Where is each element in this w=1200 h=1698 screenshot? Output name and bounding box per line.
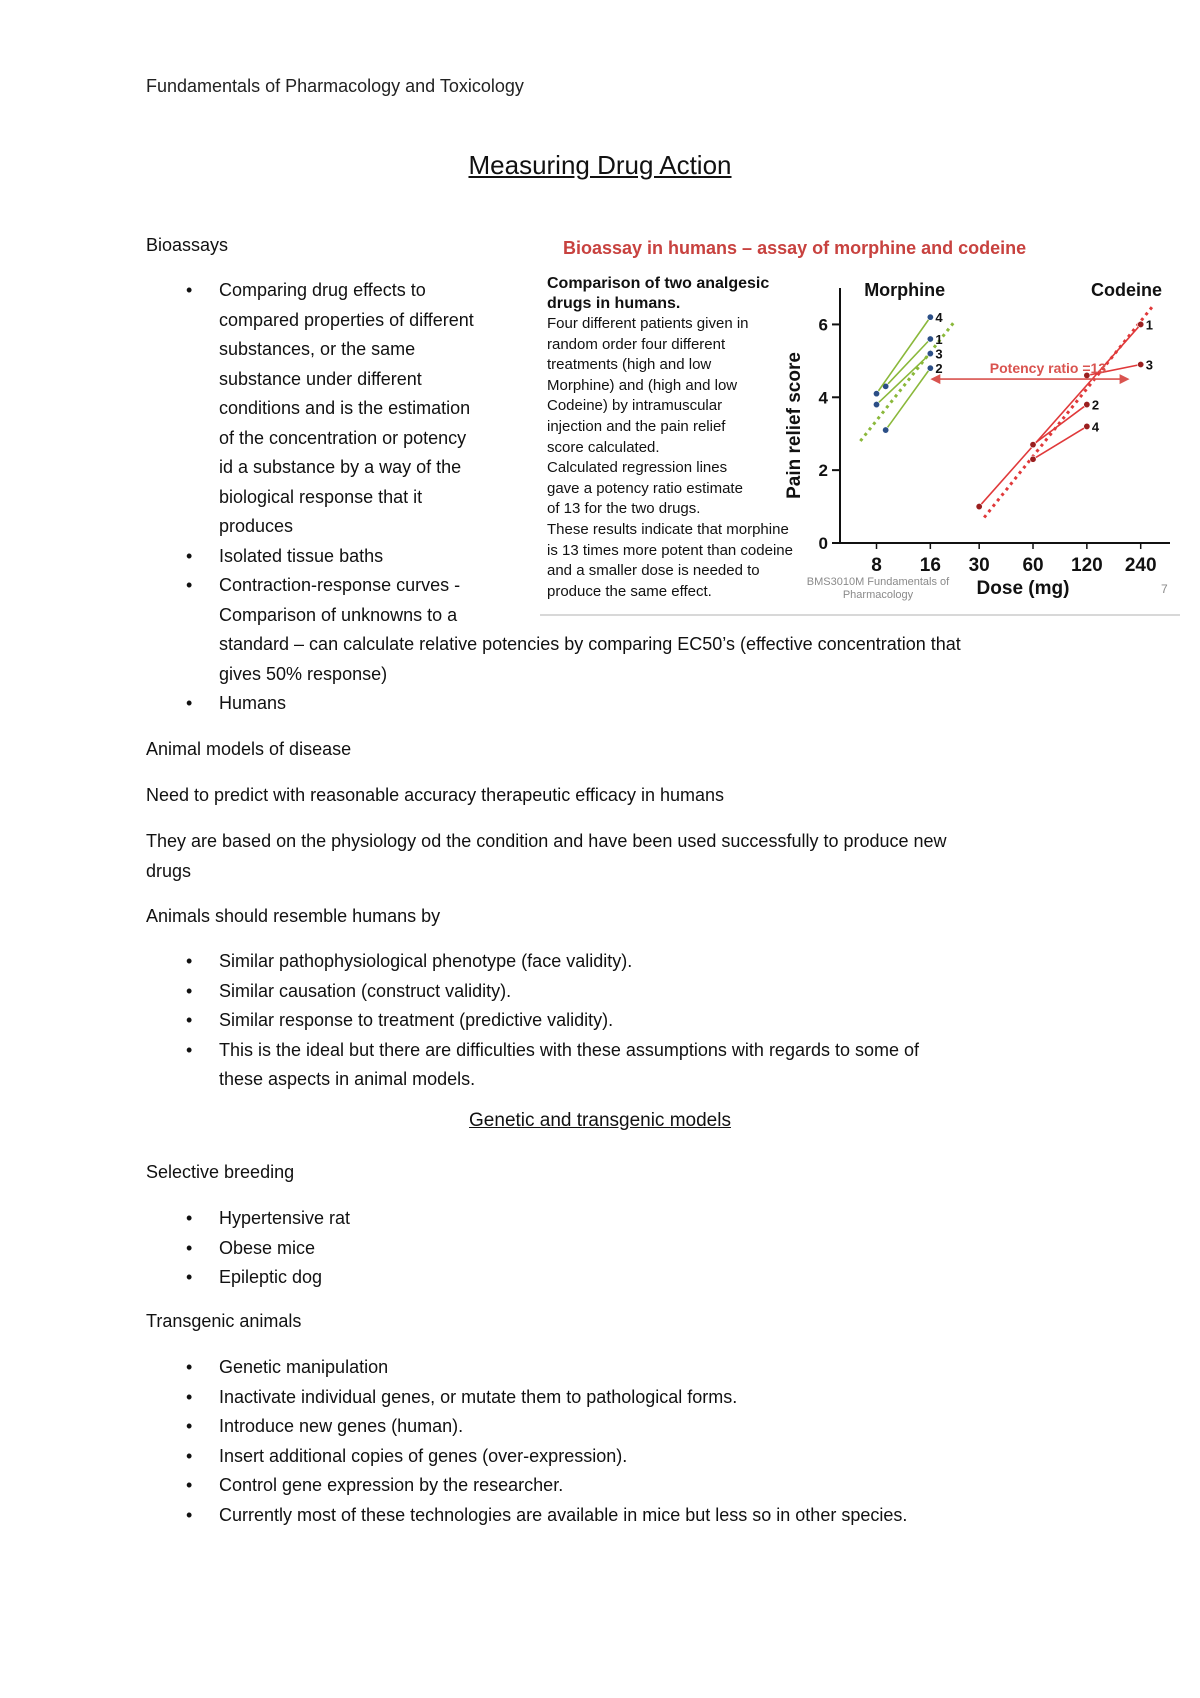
morphine-data-point (927, 350, 933, 356)
morphine-data-point (873, 401, 879, 407)
bioassays-bullet-4: • Humans (146, 689, 1026, 719)
y-tick-label: 2 (818, 461, 828, 481)
animal-models-paragraph-1: Need to predict with reasonable accuracy therapeutic efficacy in humans (146, 785, 724, 805)
slide-title: Bioassay in humans – assay of morphine and codeine (563, 238, 1027, 258)
morphine-data-point (882, 427, 888, 433)
page-title: Measuring Drug Action (468, 150, 732, 180)
codeine-data-point (976, 503, 982, 509)
selective-breeding-item: • Epileptic dog (146, 1263, 1046, 1293)
morphine-data-point (927, 314, 933, 320)
codeine-data-point (1084, 423, 1090, 429)
bioassay-slide (540, 228, 1180, 620)
morphine-patient-label: 3 (935, 346, 943, 362)
animal-models-bullet-1: • Similar pathophysiological phenotype (face validity). (146, 947, 1106, 977)
transgenic-item: • Inactivate individual genes, or mutate them to pathological forms. (146, 1383, 1106, 1413)
codeine-patient-label: 1 (1145, 317, 1153, 333)
x-tick-label: 240 (1124, 555, 1157, 576)
x-tick-label: 16 (919, 555, 941, 576)
codeine-data-point (1137, 361, 1143, 367)
y-axis-label: Pain relief score (784, 352, 805, 499)
genetic-models-heading: Genetic and transgenic models (469, 1110, 731, 1131)
codeine-patient-label: 4 (1091, 419, 1100, 435)
x-tick-label: 60 (1022, 555, 1044, 576)
potency-arrowhead-right (1120, 374, 1130, 384)
animal-models-heading: Animal models of disease (146, 739, 352, 759)
group-label-codeine: Codeine (1091, 280, 1163, 300)
transgenic-list (146, 1353, 1106, 1530)
codeine-data-point (1084, 401, 1090, 407)
animal-models-list (146, 947, 1106, 1095)
codeine-patient-label: 2 (1091, 397, 1100, 413)
transgenic-item: • Currently most of these technologies are available in mice but less so in other species. (146, 1501, 1106, 1531)
slide-footer: BMS3010M Fundamentals of Pharmacology (806, 576, 950, 601)
x-tick-label: 120 (1071, 555, 1103, 576)
selective-breeding-item: • Obese mice (146, 1234, 1046, 1264)
morphine-patient-line (886, 368, 931, 430)
transgenic-item: • Introduce new genes (human). (146, 1412, 1106, 1442)
y-tick-label: 4 (818, 388, 828, 408)
bioassays-bullet-3: • Contraction-response curves - Comparison of unknowns to a standard – can calculate relative potencies by comparing EC50’s (effective concentration that gives 50% response) (146, 571, 1026, 689)
codeine-patient-line (1033, 405, 1087, 445)
slide-bottom-rule (540, 614, 1180, 616)
morphine-data-point (873, 390, 879, 396)
dose-response-chart (540, 228, 1180, 620)
morphine-patient-line (877, 317, 931, 394)
bioassays-bullet-1: • Comparing drug effects to compared properties of different substances, or the same substance under different conditions and is the estimation of the concentration or potency id a substance by a way of the biological response that it produces (146, 276, 1026, 542)
bioassays-heading: Bioassays (146, 235, 229, 255)
transgenic-heading: Transgenic animals (146, 1311, 302, 1331)
y-tick-label: 0 (818, 534, 828, 553)
codeine-patient-line (979, 324, 1141, 506)
y-tick-label: 6 (818, 315, 828, 335)
selective-breeding-list (146, 1204, 1046, 1293)
codeine-data-point (1137, 321, 1143, 327)
animal-models-bullet-4: • This is the ideal but there are difficulties with these assumptions with regards to some of these aspects in animal models. (146, 1036, 1106, 1095)
transgenic-item: • Control gene expression by the researcher. (146, 1471, 1106, 1501)
morphine-patient-label: 4 (935, 310, 943, 326)
animal-models-bullet-2: • Similar causation (construct validity). (146, 977, 1106, 1007)
bioassays-bullet-2: • Isolated tissue baths (146, 542, 1026, 572)
potency-ratio-annotation: Potency ratio =13 (989, 360, 1107, 377)
codeine-patient-label: 3 (1145, 357, 1153, 373)
slide-description: Comparison of two analgesic drugs in humans. Four different patients given in random order four different treatments (high and low Morphine) and (high and low Codeine) by intramuscular injection and the pain relief score calculated. Calculated regression lines gave a potency ratio estimate of 13 for the two drugs. These results indicate that morphine is 13 times more potent than codeine and a smaller dose is needed to produce the same effect. (547, 275, 793, 600)
animal-models-bullet-3: • Similar response to treatment (predictive validity). (146, 1006, 1106, 1036)
group-label-morphine: Morphine (864, 280, 946, 300)
morphine-data-point (927, 336, 933, 342)
morphine-patient-label: 2 (935, 361, 943, 377)
codeine-regression-line (984, 306, 1152, 517)
codeine-data-point (1030, 456, 1036, 462)
animal-models-paragraph-2: They are based on the physiology od the condition and have been used successfully to produce new drugs (146, 831, 947, 881)
animal-models-paragraph-3: Animals should resemble humans by (146, 906, 441, 926)
transgenic-item: • Insert additional copies of genes (over-expression). (146, 1442, 1106, 1472)
morphine-data-point (927, 365, 933, 371)
selective-breeding-heading: Selective breeding (146, 1162, 295, 1182)
codeine-data-point (1030, 441, 1036, 447)
selective-breeding-item: • Hypertensive rat (146, 1204, 1046, 1234)
x-tick-label: 8 (871, 555, 882, 576)
morphine-patient-label: 1 (935, 332, 943, 347)
x-axis-label: Dose (mg) (976, 578, 1070, 599)
transgenic-item: • Genetic manipulation (146, 1353, 1106, 1383)
x-tick-label: 30 (968, 555, 990, 576)
codeine-patient-line (1033, 426, 1087, 459)
running-header: Fundamentals of Pharmacology and Toxicology (146, 76, 524, 96)
slide-page-number: 7 (1161, 582, 1168, 596)
